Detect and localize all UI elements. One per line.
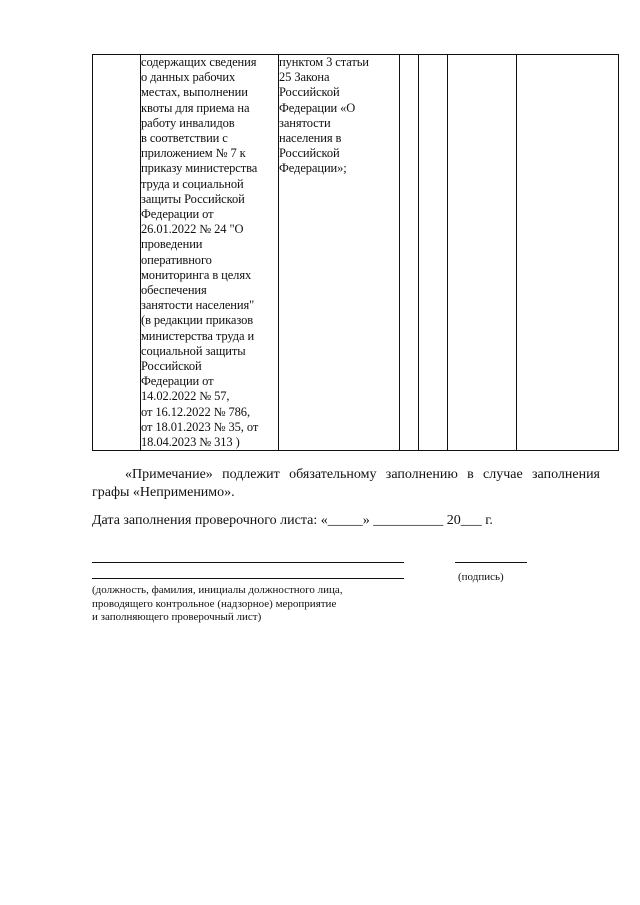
table-row — [93, 55, 619, 451]
signature-line — [455, 562, 527, 563]
checklist-grid — [92, 54, 619, 451]
fill-date-line: Дата заполнения проверочного листа: «_____» __________ 20___ г. — [92, 513, 493, 528]
official-caption: (должность, фамилия, инициалы должностного лица, проводящего контрольное (надзорное) мероприятие и заполняющего проверочный лист) — [92, 584, 343, 623]
official-signature-line — [92, 562, 404, 563]
checklist-table — [92, 54, 611, 450]
requirement-cell: содержащих сведения о данных рабочих местах, выполнении квоты для приема на работу инвалидов в соответствии с приложением № 7 к приказу министерства труда и социальной защиты Российской Федерации от 26.01.2022 № 24 "О проведении оперативного мониторинга в целях обеспечения занятости населения" (в редакции приказов министерства труда и социальной защиты Российской Федерации от 14.02.2022 № 57, от 16.12.2022 № 786, от 18.01.2023 № 35, от 18.04.2023 № 313 ) — [141, 55, 279, 451]
remark-cell[interactable] — [517, 55, 619, 451]
signature-caption: (подпись) — [458, 571, 504, 583]
legal-basis-cell: пунктом 3 статьи 25 Закона Российской Федерации «О занятости населения в Российской Федерации»; — [279, 55, 400, 451]
number-cell — [93, 55, 141, 451]
note-paragraph: «Примечание» подлежит обязательному заполнению в случае заполнения графы «Неприменимо». — [92, 467, 600, 500]
not-applicable-cell[interactable] — [448, 55, 517, 451]
answer-no-cell[interactable] — [419, 55, 448, 451]
answer-yes-cell[interactable] — [400, 55, 419, 451]
official-name-line — [92, 578, 404, 579]
